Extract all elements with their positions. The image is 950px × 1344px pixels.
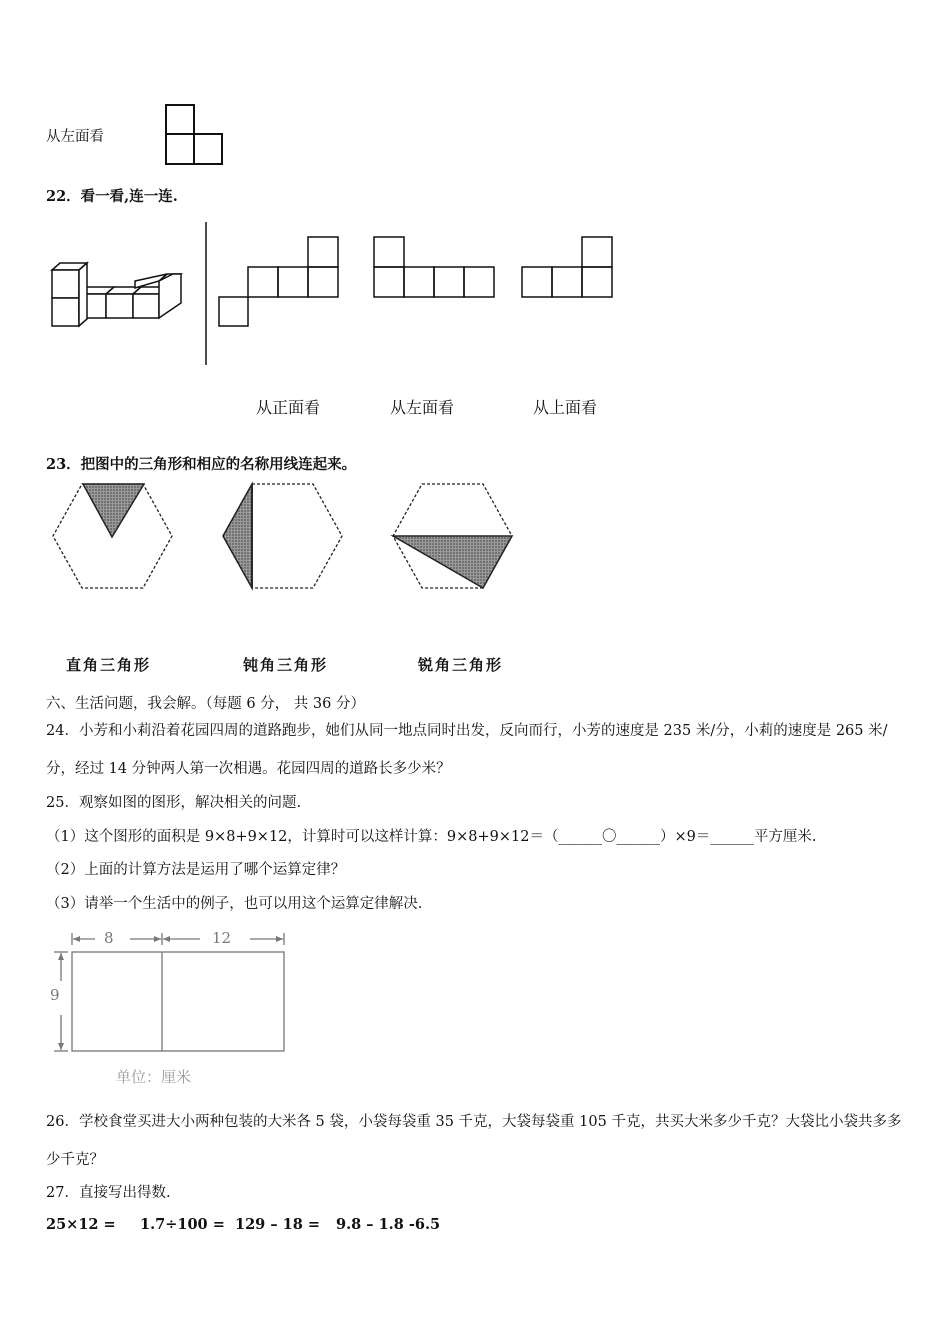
question-23-title: 23．把图中的三角形和相应的名称用线连起来。 <box>46 456 357 473</box>
cube-solid-figure <box>46 230 196 340</box>
dimension-12: 12 <box>212 929 232 947</box>
question-25-part1: （1）这个图形的面积是 9×8+9×12，计算时可以这样计算：9×8+9×12＝（______〇______）×9＝______平方厘米. <box>46 829 817 845</box>
question-24-text: 24．小芳和小莉沿着花园四周的道路跑步，她们从同一地点同时出发，反向而行，小芳的速度是 235 米/分，小莉的速度是 265 米/分，经过 14 分钟两人第一次相遇。花园四周的道路长多少米？ <box>46 723 888 777</box>
view-figure-c <box>518 230 618 305</box>
question-26-text: 26．学校食堂买进大小两种包装的大米各 5 袋，小袋每袋重 35 千克，大袋每袋重 105 千克，共买大米多少千克？大袋比小袋共多多少千克？ <box>46 1114 902 1168</box>
calc-item-2: 1.7÷100 = <box>140 1216 225 1233</box>
label-obtuse-triangle: 钝角三角形 <box>243 656 329 674</box>
label-left-view: 从左面看 <box>390 398 455 417</box>
view-figure-a <box>215 230 345 330</box>
question-25-part3: （3）请举一个生活中的例子，也可以用这个运算定律解决. <box>46 896 423 912</box>
hexagon-3-acute-triangle <box>390 480 515 592</box>
calc-item-4: 9.8 – 1.8 -6.5 <box>336 1216 441 1233</box>
label-top-view: 从上面看 <box>533 398 598 417</box>
question-22-title: 22．看一看,连一连. <box>46 188 178 205</box>
label-front-view: 从正面看 <box>256 398 321 417</box>
unit-label: 单位：厘米 <box>116 1068 192 1086</box>
question-27-title: 27．直接写出得数. <box>46 1185 171 1201</box>
hexagon-1-right-triangle <box>50 480 175 592</box>
dimension-8: 8 <box>104 929 114 947</box>
question-25-title: 25．观察如图的图形，解决相关的问题. <box>46 795 302 811</box>
divider-line <box>200 220 210 370</box>
calc-item-1: 25×12 = <box>46 1216 116 1233</box>
left-view-figure <box>160 100 230 170</box>
left-view-label: 从左面看 <box>46 129 104 145</box>
dimension-9: 9 <box>50 986 60 1004</box>
view-figure-b <box>370 230 500 305</box>
question-25-part2: （2）上面的计算方法是运用了哪个运算定律？ <box>46 862 346 878</box>
hexagon-2-obtuse-triangle <box>220 480 345 592</box>
label-right-triangle: 直角三角形 <box>66 656 152 674</box>
label-acute-triangle: 锐角三角形 <box>418 656 504 674</box>
calc-item-3: 129 – 18 = <box>235 1216 320 1233</box>
section-6-title: 六、生活问题，我会解。（每题 6 分， 共 36 分） <box>46 696 365 712</box>
